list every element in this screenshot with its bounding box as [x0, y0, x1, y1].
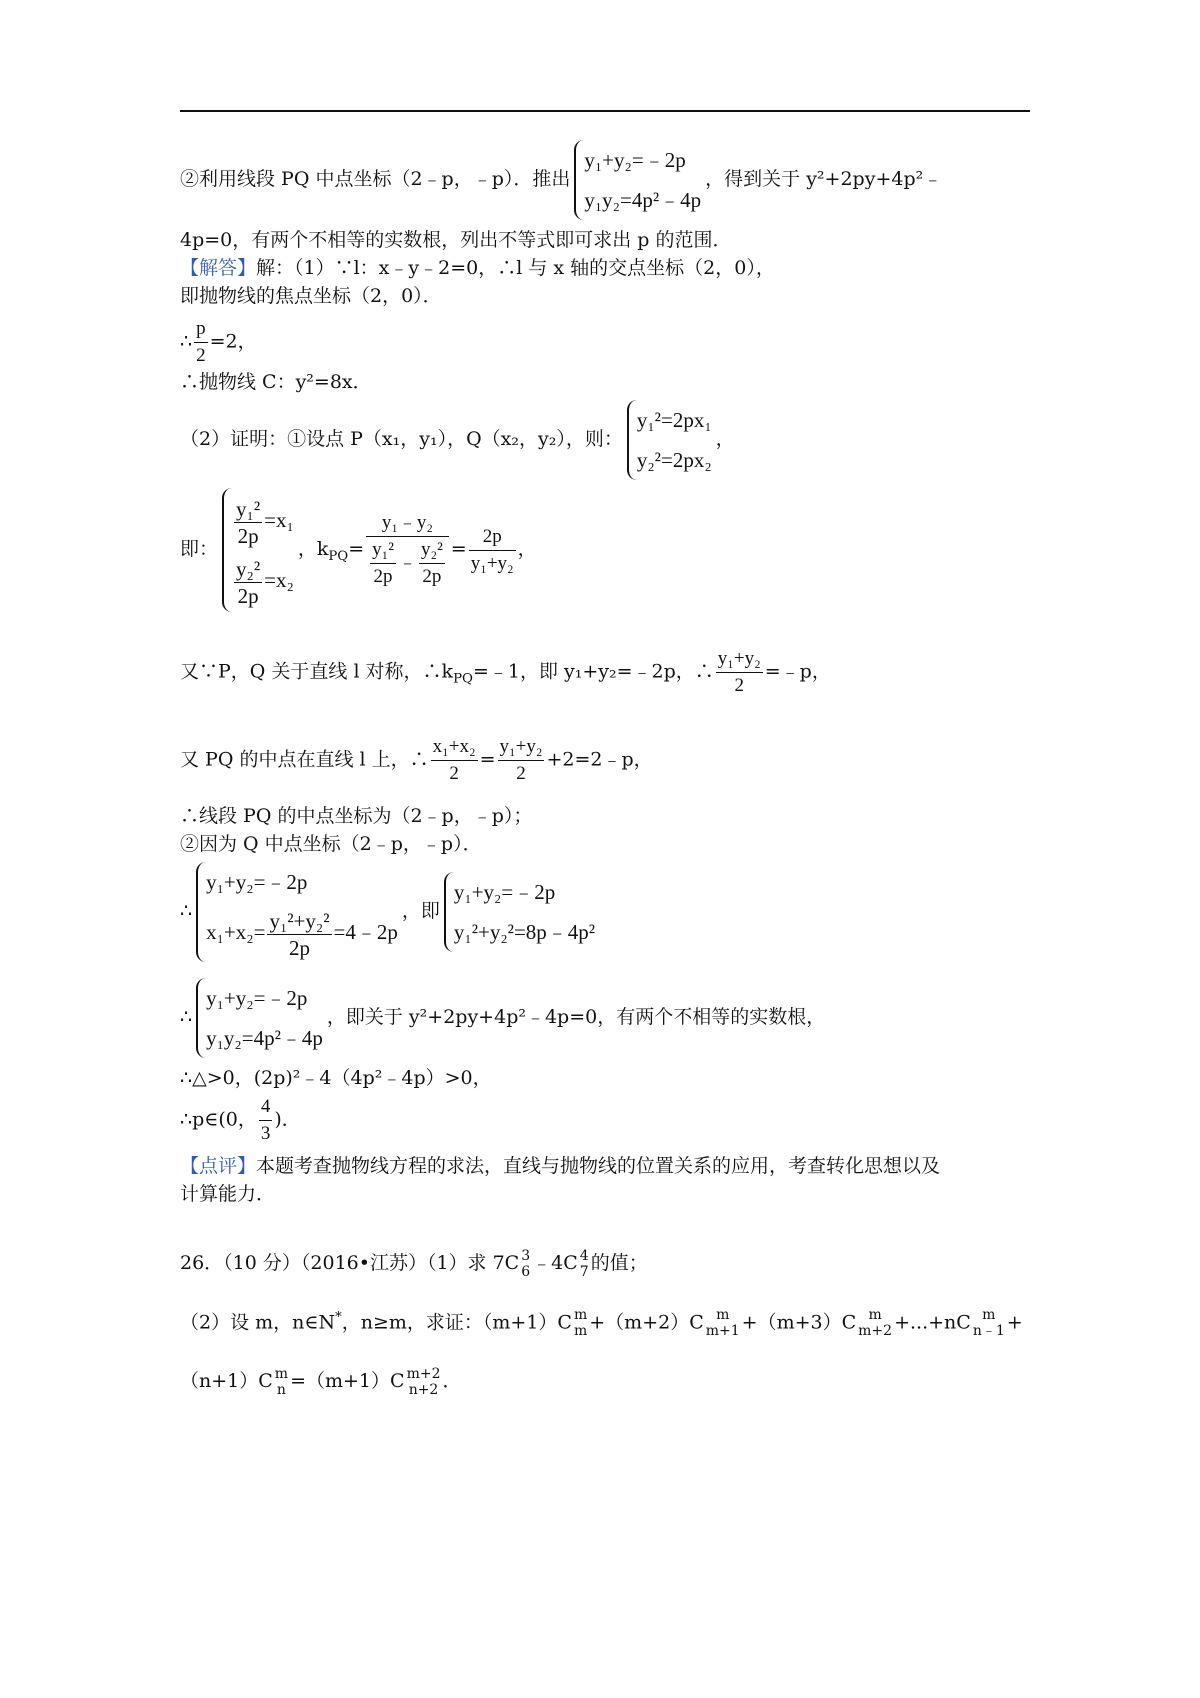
- text: =4﹣2p: [333, 920, 398, 944]
- text: ﹣: [397, 551, 417, 573]
- text: +: [1006, 1311, 1023, 1334]
- text: 解：（1）∵l：x﹣y﹣2=0，∴l 与 x 轴的交点坐标（2，0），: [256, 257, 775, 279]
- denominator: y₁+y₂: [470, 552, 514, 574]
- q26-line-2: [180, 1306, 1023, 1339]
- combination: [574, 1307, 587, 1339]
- system-row: y₁y₂=4p²﹣4p: [584, 188, 702, 212]
- text: 又∵P，Q 关于直线 l 对称，∴k: [180, 660, 454, 683]
- header-rule: [180, 110, 1030, 112]
- system-brace: [196, 978, 323, 1058]
- text: =2，: [209, 330, 257, 353]
- combination: [580, 1248, 589, 1280]
- numerator: y₁²+y₂²: [269, 908, 330, 933]
- fraction: [234, 556, 262, 609]
- answer-tag: 【解答】: [180, 257, 257, 279]
- denominator: 2p: [373, 566, 393, 587]
- text: x₁+x₂=: [206, 920, 266, 944]
- fraction: [259, 1094, 273, 1147]
- text: +...+nC: [894, 1311, 971, 1334]
- system-brace: [222, 488, 294, 612]
- text: ∴p∈: [180, 1108, 219, 1131]
- numerator: 2p: [469, 524, 516, 551]
- answer-line-4: ∴抛物线 C：y²=8x．: [180, 371, 372, 393]
- q26-line-3: [180, 1366, 462, 1398]
- review-line-1: [180, 1154, 940, 1178]
- text: ，: [517, 538, 537, 560]
- text: 本题考查抛物线方程的求法，直线与抛物线的位置关系的应用，考查转化思想以及: [256, 1155, 941, 1177]
- denominator: 2p: [237, 583, 259, 608]
- denominator: 3: [260, 1123, 271, 1144]
- system-row: y₁+y₂=﹣2p: [206, 870, 308, 894]
- combination: [521, 1248, 530, 1280]
- text: ∴: [180, 1006, 193, 1028]
- answer-line-7: [180, 646, 831, 699]
- fraction: [234, 496, 262, 549]
- system-brace: [196, 862, 398, 962]
- subscript: 6: [521, 1264, 531, 1280]
- combination: [407, 1366, 441, 1398]
- text: ∴: [180, 330, 193, 353]
- text: +（m+3）C: [741, 1311, 857, 1334]
- answer-line-11: [180, 862, 599, 962]
- text: ②利用线段 PQ 中点坐标（2﹣p，﹣p）．推出: [180, 168, 571, 190]
- answer-line-14: [180, 1094, 301, 1147]
- review-tag: 【点评】: [180, 1155, 257, 1177]
- denominator: 2: [734, 675, 745, 696]
- text: =: [450, 538, 467, 560]
- system-row: [232, 490, 294, 550]
- system-row: y₁+y₂=﹣2p: [453, 880, 556, 904]
- text: （2）证明：①设点 P（x₁，y₁），Q（x₂，y₂），则：: [180, 428, 623, 450]
- text: ，即关于 y²+2py+4p²﹣4p=0，有两个不相等的实数根，: [326, 1006, 826, 1028]
- subscript: n﹣1: [972, 1323, 1005, 1340]
- answer-line-9: ∴线段 PQ 的中点坐标为（2﹣p，﹣p）；: [180, 805, 533, 827]
- subscript: 7: [579, 1264, 589, 1280]
- q26-line-1: [180, 1248, 648, 1280]
- combination: [706, 1307, 740, 1339]
- fraction: [194, 316, 208, 369]
- text: =: [479, 748, 496, 771]
- text: 的值；: [590, 1252, 648, 1274]
- answer-line-8: [180, 734, 653, 787]
- superscript: m: [982, 1307, 996, 1324]
- system-row: [206, 902, 398, 962]
- superscript: 4: [579, 1248, 589, 1264]
- numerator: y₁²: [370, 537, 396, 564]
- text: )．: [274, 1108, 301, 1131]
- superscript: 3: [521, 1248, 531, 1264]
- subscript: PQ: [328, 548, 349, 564]
- answer-line-12: [180, 978, 825, 1058]
- system-row: [232, 550, 294, 610]
- text: =: [348, 538, 365, 560]
- superscript: m: [868, 1307, 882, 1324]
- subscript: m+1: [705, 1323, 740, 1340]
- text: ，得到关于 y²+2py+4p²﹣: [705, 168, 943, 190]
- answer-line-13: ∴△>0，(2p)²﹣4（4p²﹣4p）>0，: [180, 1067, 492, 1089]
- text: 即：: [180, 538, 219, 560]
- combination: [858, 1307, 892, 1339]
- fraction: [267, 908, 331, 961]
- text: (0，: [218, 1108, 257, 1131]
- text: ．: [442, 1370, 462, 1392]
- numerator: y₁²: [236, 496, 261, 521]
- superscript: m: [716, 1307, 730, 1324]
- text: ∴: [180, 900, 193, 922]
- system-brace: [627, 400, 712, 480]
- system-brace: [574, 140, 701, 220]
- subscript: m+2: [858, 1323, 893, 1340]
- denominator: 2: [516, 763, 526, 784]
- analysis-line-2: 4p=0，有两个不相等的实数根，列出不等式即可求出 p 的范围．: [180, 229, 732, 251]
- numerator: y₁+y₂: [498, 734, 545, 761]
- numerator: x₁+x₂: [431, 734, 478, 761]
- answer-line-5: [180, 400, 735, 480]
- answer-line-1: [180, 256, 775, 280]
- answer-line-6: [180, 488, 537, 612]
- text: ﹣4C: [532, 1252, 578, 1274]
- combination: [275, 1366, 288, 1398]
- subscript: n: [276, 1382, 286, 1398]
- numerator: y₂²: [419, 537, 445, 564]
- text: =x₁: [264, 508, 294, 532]
- superscript: m: [573, 1307, 588, 1324]
- fraction-kpq: [366, 510, 449, 590]
- text: ，n≥m，求证：（m+1）C: [341, 1311, 572, 1334]
- system-brace: [444, 872, 595, 952]
- superscript: *: [335, 1310, 342, 1325]
- text: +（m+2）C: [589, 1311, 704, 1334]
- answer-line-3: [180, 316, 257, 369]
- combination: [973, 1307, 1005, 1339]
- fraction: [370, 537, 396, 590]
- numerator: 4: [259, 1094, 273, 1121]
- subscript: PQ: [453, 671, 473, 687]
- text: +2=2﹣p，: [546, 748, 653, 771]
- numerator: y₂²: [236, 556, 261, 581]
- denominator: 2p: [422, 566, 442, 587]
- answer-line-10: ②因为 Q 中点坐标（2﹣p，﹣p）．: [180, 833, 482, 855]
- system-row: y₁y₂=4p²﹣4p: [206, 1026, 323, 1050]
- fraction: [419, 537, 445, 590]
- denominator: [366, 537, 449, 590]
- denominator: 2: [196, 345, 206, 366]
- system-row: y₁²=2px₁: [636, 408, 712, 432]
- text: （2）设 m，n∈N: [180, 1311, 336, 1334]
- system-row: y₁+y₂=﹣2p: [206, 986, 308, 1010]
- answer-line-2: 即抛物线的焦点坐标（2，0）．: [180, 285, 442, 307]
- subscript: m: [573, 1323, 588, 1340]
- analysis-line-1: [180, 140, 942, 220]
- review-line-2: 计算能力．: [180, 1183, 276, 1205]
- text: ，: [715, 428, 735, 450]
- fraction: [469, 524, 516, 577]
- system-row: y₁²+y₂²=8p﹣4p²: [453, 920, 596, 944]
- fraction: [716, 646, 763, 699]
- fraction: [431, 734, 478, 787]
- text: =﹣p，: [764, 660, 831, 683]
- system-row: y₂²=2px₂: [636, 448, 712, 472]
- superscript: m+2: [406, 1366, 441, 1382]
- text: 26．（10 分）（2016•江苏）（1）求 7C: [180, 1252, 520, 1274]
- fraction: [498, 734, 545, 787]
- superscript: m: [274, 1366, 289, 1382]
- numerator: p: [194, 316, 208, 343]
- text: （n+1）C: [180, 1370, 273, 1392]
- text: 又 PQ 的中点在直线 l 上，∴: [180, 748, 429, 771]
- numerator: y₁﹣y₂: [366, 510, 449, 537]
- text: ，k: [297, 538, 329, 560]
- denominator: 2: [449, 763, 459, 784]
- denominator: 2p: [237, 523, 259, 548]
- numerator: y₁+y₂: [716, 646, 763, 673]
- text: =﹣1，即 y₁+y₂=﹣2p，∴: [472, 660, 714, 683]
- denominator: 2p: [288, 935, 310, 960]
- text: ，即: [401, 900, 440, 922]
- system-row: y₁+y₂=﹣2p: [584, 148, 686, 172]
- text: =x₂: [264, 568, 294, 592]
- subscript: n+2: [408, 1382, 439, 1398]
- text: =（m+1）C: [290, 1370, 405, 1392]
